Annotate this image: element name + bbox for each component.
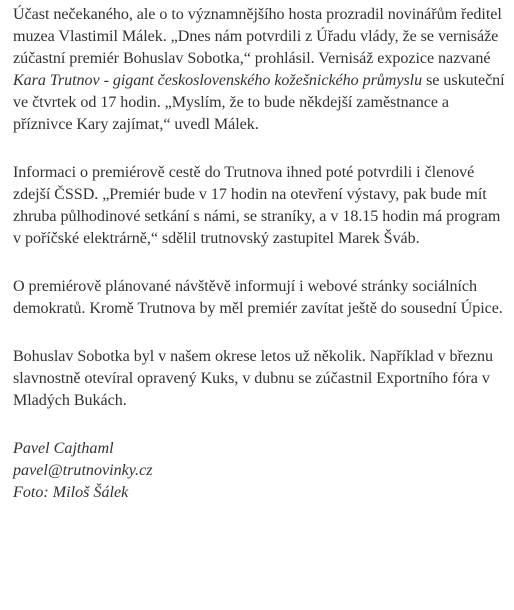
paragraph-2-text: Informaci o premiérově cestě do Trutnova ihned poté potvrdili i členové zdejší ČSSD. „Premiér bude v 17 hodin na otevření výstavy, pak bude mít zhruba půlhodinové setkání s námi, se straníky, a v 18.15 hodin má program v poříčské elektrárně,“ sdělil trutnovský zastupitel Marek Šváb. [13,164,501,247]
paragraph-4 [13,346,508,412]
paragraph-4-text: Bohuslav Sobotka byl v našem okrese letos už několik. Například v březnu slavnostně otevíral opravený Kuks, v dubnu se zúčastnil Exportního fóra v Mladých Bukách. [13,348,494,409]
exhibition-title: Kara Trutnov - gigant československého kožešnického průmyslu [13,72,423,89]
paragraph-1 [13,4,508,136]
paragraph-3-text: O premiérově plánované návštěvě informují i webové stránky sociálních demokratů. Kromě Trutnova by měl premiér zavítat ještě do sousední Úpice. [13,278,503,317]
paragraph-1-text-a: Účast nečekaného, ale o to významnějšího hosta prozradil novinářům ředitel muzea Vlastimil Málek. „Dnes nám potvrdili z Úřadu vlády, že se vernisáže zúčastní premiér Bohuslav Sobotka,“ prohlásil. Vernisáž expozice nazvané [13,6,502,67]
author-email: pavel@trutnovinky.cz [13,462,153,479]
paragraph-1-text-b: se uskuteční ve čtvrtek od 17 hodin. „Myslím, že to bude někdejší zaměstnance a příznivce Kary zajímat,“ uvedl Málek. [13,72,505,133]
author-name: Pavel Cajthaml [13,440,114,457]
paragraph-2 [13,162,508,250]
photo-credit: Foto: Miloš Šálek [13,484,129,501]
paragraph-3 [13,276,508,320]
author-signature [13,438,508,504]
